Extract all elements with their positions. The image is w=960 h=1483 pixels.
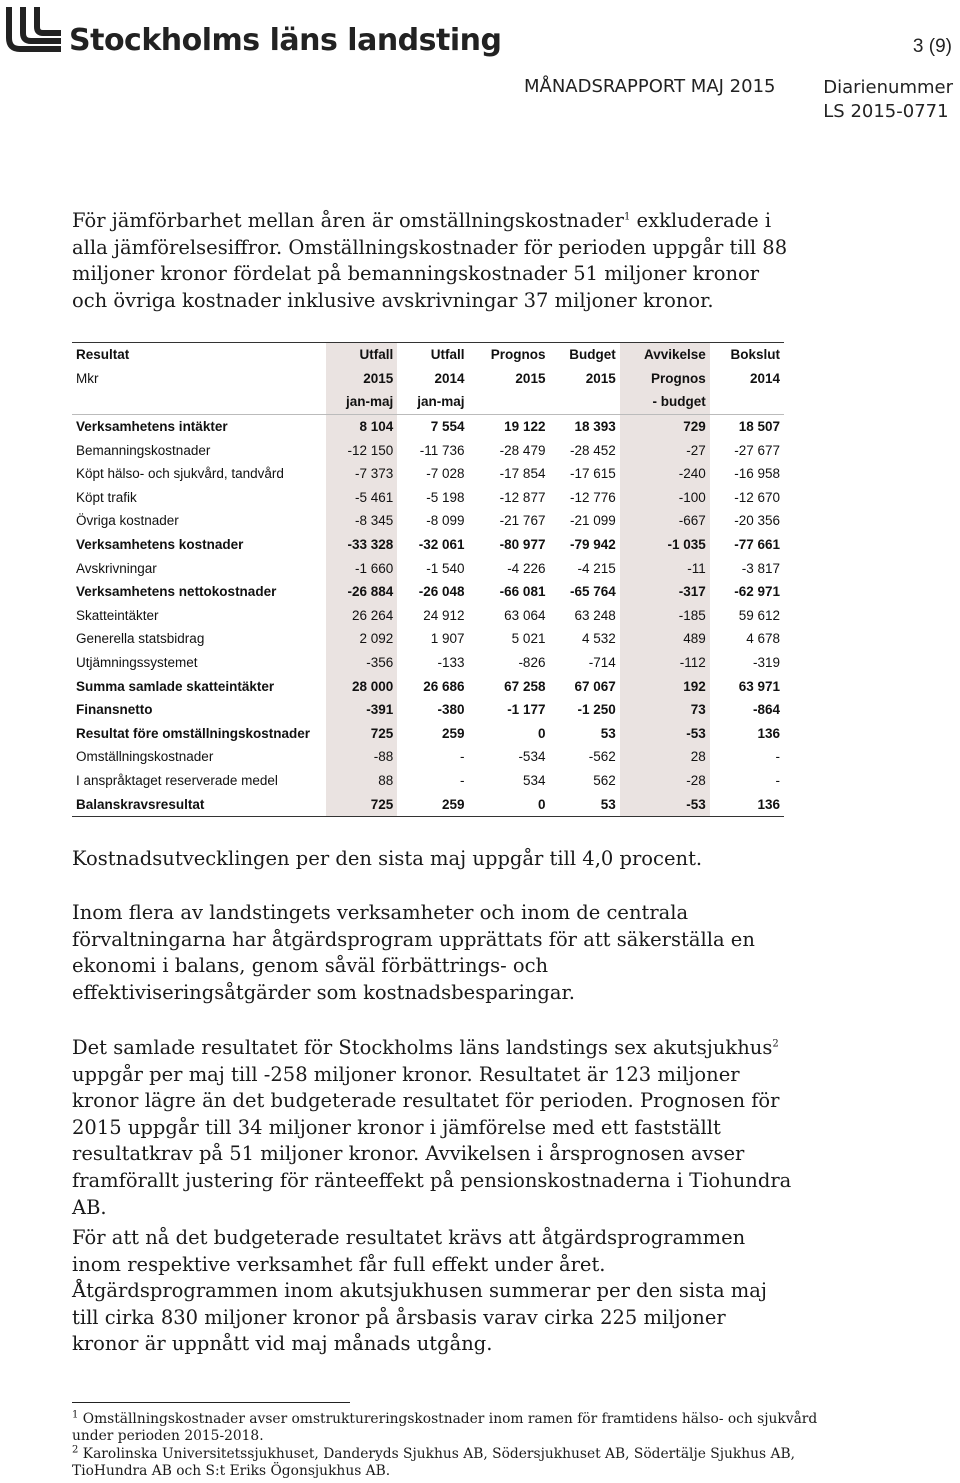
table-cell: 7 554 [397,414,468,438]
table-header-cell: jan-maj [326,390,397,414]
table-cell: -319 [752,655,780,671]
table-cell: -1 250 [577,702,616,718]
table-cell: 5 021 [511,631,546,647]
table-cell: -32 061 [418,537,465,553]
table-cell: -240 [620,462,710,486]
table-header-cell: Resultat [72,343,326,367]
table-cell: -5 198 [426,489,465,505]
paragraph-action-programs: Inom flera av landstingets verksamheter och inom de centrala förvaltningarna har åtgärdsprogram upprättats för att säkerställa en ekonomi i balans, genom såväl förbättrings- och effektiviseringsåtgärder som kostnadsbesparingar. [72,901,755,1004]
table-cell: -100 [620,486,710,510]
table-row-label: Köpt trafik [76,489,137,505]
table-cell: -11 736 [419,442,465,458]
footnote-2 [72,1446,832,1479]
table-header-cell: Mkr [76,370,99,386]
table-cell: 136 [710,792,784,816]
table-row-label: Balanskravsresultat [72,792,326,816]
diary-label: Diarienummer [823,77,953,98]
table-header-cell: jan-maj [417,394,465,410]
table-cell: -112 [620,651,710,675]
table-cell: -3 817 [741,560,780,576]
paragraph-cost-development: Kostnadsutvecklingen per den sista maj uppgår till 4,0 procent. [72,847,703,870]
table-header-cell [710,390,784,414]
table-cell: 259 [397,792,468,816]
table-header-row [72,343,784,367]
table-header-cell: 2014 [434,370,465,386]
table-cell: -1 035 [620,533,710,557]
table-cell: - [460,749,465,765]
table-cell: 562 [593,772,616,788]
table-cell: -391 [326,698,397,722]
table-row-label: Resultat före omställningskostnader [76,725,311,741]
table-cell: 729 [620,414,710,438]
table-cell: 28 [620,745,710,769]
table-cell: -8 345 [326,509,397,533]
table-cell: 88 [326,769,397,793]
table-row-label: Övriga kostnader [76,513,179,529]
table-cell: -12 670 [734,489,780,505]
table-header-cell: 2015 [515,370,546,386]
footnote-2-text: Karolinska Universitetssjukhuset, Danderyds Sjukhus AB, Södersjukhuset AB, Södertälje Sjukhus AB, TioHundra AB och S:t Eriks Ögonsjukhus AB. [72,1446,795,1479]
table-cell: -21 099 [569,513,616,529]
table-cell: -53 [620,722,710,746]
results-table [72,342,784,817]
table-row [72,674,784,698]
table-row [72,698,784,722]
table-row [72,580,784,604]
page-number: 3 (9) [912,36,952,57]
table-header-cell: Budget [549,343,619,367]
table-row-label: Skatteintäkter [76,607,159,623]
table-row [72,651,784,675]
table-row-label: Utjämningssystemet [76,655,198,671]
table-header-cell [469,390,550,414]
table-cell: -16 958 [734,466,780,482]
table-cell: - [775,772,780,788]
table-cell: 489 [620,627,710,651]
table-row-label: Omställningskostnader [76,749,214,765]
paragraph-hospitals-b: uppgår per maj till -258 miljoner kronor. Resultatet är 123 miljoner kronor lägre än det budgeterade resultatet för perioden. Prognosen för 2015 uppgår till 34 miljoner kronor i jämförelse med ett fastställt resultatkrav på 51 miljoner kronor. Avvikelsen i årsprognosen avser framförallt justering för ränteeffekt på pensionskostnaderna i Tiohundra AB. [72,1062,792,1219]
table-header-cell: Utfall [326,343,397,367]
table-cell: -133 [437,655,465,671]
table-cell: 2 092 [326,627,397,651]
table-cell: -714 [588,655,616,671]
table-cell: 0 [537,725,546,741]
table-row [72,556,784,580]
table-cell: 53 [600,725,616,741]
table-cell: 67 258 [504,678,546,694]
table-header-cell [72,390,326,414]
table-cell: 725 [326,792,397,816]
table-cell: -28 452 [569,442,616,458]
table-cell: -7 373 [326,462,397,486]
table-cell: -562 [588,749,616,765]
table-cell: -8 099 [426,513,465,529]
table-cell: - [775,749,780,765]
table-cell: -1 177 [507,702,546,718]
table-row [72,792,784,816]
table-cell: -4 226 [507,560,546,576]
paragraph-intro-b: exkluderade i alla jämförelsesiffror. Omställningskostnader för perioden uppgår till 88 miljoner kronor fördelat på bemanningskostnader 51 miljoner kronor och övriga kostnader inklusive avskrivningar 37 miljoner kronor. [72,209,788,312]
table-cell: -12 877 [499,489,546,505]
table-cell: -5 461 [326,486,397,510]
table-cell: 53 [549,792,619,816]
footnote-ref-1: 1 [623,211,631,223]
footnote-1 [72,1411,832,1444]
table-row-label: Finansnetto [76,702,153,718]
table-cell: -28 479 [499,442,546,458]
table-cell: -26 884 [326,580,397,604]
footnote-2-mark: 2 [72,1444,79,1456]
table-row [72,486,784,510]
table-row-label: Generella statsbidrag [76,631,205,647]
table-row [72,462,784,486]
table-cell: -380 [437,702,465,718]
table-header-cell: Avvikelse [620,343,710,367]
table-cell: 4 532 [581,631,616,647]
table-cell: -62 971 [734,584,780,600]
table-header-cell: Prognos [469,343,550,367]
report-title: MÅNADSRAPPORT MAJ 2015 [524,76,776,97]
table-cell: -7 028 [426,466,465,482]
table-cell: -80 977 [499,537,546,553]
table-cell: 19 122 [469,414,550,438]
table-row [72,533,784,557]
paragraph-intro [72,208,792,314]
table-row-label: Bemanningskostnader [76,442,211,458]
table-header-row [72,390,784,414]
paragraph-intro-a: För jämförbarhet mellan åren är omställningskostnader [72,209,624,232]
table-cell: 26 686 [423,678,465,694]
table-cell: -65 764 [569,584,616,600]
table-row [72,627,784,651]
table-cell: -77 661 [734,537,780,553]
logo [3,5,502,58]
table-cell: 725 [326,722,397,746]
table-cell: -4 215 [577,560,616,576]
table-cell: 136 [757,725,780,741]
table-cell: 259 [442,725,465,741]
table-row-label: Verksamhetens intäkter [72,414,326,438]
table-header-cell: Utfall [397,343,468,367]
paragraph-hospitals-result [72,1035,792,1221]
table-cell: -66 081 [499,584,546,600]
table-row [72,604,784,628]
table-cell: -53 [620,792,710,816]
table-cell: 63 248 [574,607,616,623]
table-cell: 24 912 [423,607,465,623]
table-cell: 18 507 [710,414,784,438]
table-cell: -185 [620,604,710,628]
table-cell: -17 854 [499,466,546,482]
table-cell: -12 776 [569,489,616,505]
table-header-row [72,367,784,391]
table-cell: 18 393 [549,414,619,438]
table-cell: -17 615 [569,466,616,482]
table-row-label: Verksamhetens kostnader [76,537,244,553]
paragraph-hospitals-a: Det samlade resultatet för Stockholms läns landstings sex akutsjukhus [72,1036,773,1059]
table-cell: 192 [620,674,710,698]
table-cell: 73 [620,698,710,722]
table-cell: 26 264 [326,604,397,628]
paragraph-budget-goal: För att nå det budgeterade resultatet krävs att åtgärdsprogrammen inom respektive verksamhet får full effekt under året. Åtgärdsprogrammen inom akutsjukhusen summerar per den sista maj till cirka 830 miljoner kronor på årsbasis varav cirka 225 miljoner kronor är uppnått vid maj månads utgång. [72,1226,767,1356]
table-cell: -356 [326,651,397,675]
table-cell: -20 356 [734,513,780,529]
table-row-label: Köpt hälso- och sjukvård, tandvård [76,466,284,482]
table-cell: -88 [326,745,397,769]
sll-logo-icon [3,5,65,55]
table-row-label: I anspråktaget reserverade medel [76,772,278,788]
diary-block [823,76,953,124]
table-cell: -27 [620,438,710,462]
table-cell: 67 067 [574,678,616,694]
table-cell: 4 678 [746,631,780,647]
table-header-cell: Bokslut [710,343,784,367]
table-cell: 0 [469,792,550,816]
table-cell: 59 612 [738,607,780,623]
table-cell: -33 328 [326,533,397,557]
table-cell: -28 [620,769,710,793]
footnote-1-mark: 1 [72,1409,79,1421]
table-cell: -864 [752,702,780,718]
table-row [72,438,784,462]
logo-text: Stockholms läns landsting [69,23,502,58]
table-cell: 63 971 [738,678,780,694]
table-header-cell: - budget [620,390,710,414]
table-cell: -534 [518,749,546,765]
footnote-1-text: Omställningskostnader avser omstruktureringskostnader inom ramen för framtidens hälso- och sjukvård under perioden 2015-2018. [72,1411,818,1444]
table-cell: -1 540 [426,560,465,576]
table-cell: - [460,772,465,788]
table-cell: -26 048 [418,584,465,600]
table-header-cell: 2015 [326,367,397,391]
table-row-label: Verksamhetens nettokostnader [76,584,277,600]
table-row-label: Avskrivningar [76,560,157,576]
table-cell: -21 767 [499,513,546,529]
table-cell: 63 064 [504,607,546,623]
table-cell: -1 660 [326,556,397,580]
table-cell: -27 677 [734,442,780,458]
table-cell: -11 [620,556,710,580]
table-header-cell [549,390,619,414]
table-cell: -667 [620,509,710,533]
table-row-label: Summa samlade skatteintäkter [76,678,275,694]
diary-number: LS 2015-0771 [823,101,949,122]
table-row [72,745,784,769]
table-cell: 28 000 [326,674,397,698]
table-cell: 534 [522,772,546,788]
table-header-cell: 2015 [585,370,616,386]
table-row [72,414,784,438]
footnote-ref-2: 2 [772,1038,779,1050]
table-row [72,509,784,533]
table-cell: -826 [518,655,546,671]
table-cell: 1 907 [430,631,465,647]
table-row [72,769,784,793]
table-row [72,722,784,746]
table-cell: -12 150 [326,438,397,462]
table-cell: 8 104 [326,414,397,438]
table-cell: -317 [620,580,710,604]
footnote-divider [72,1402,350,1403]
table-cell: -79 942 [569,537,616,553]
table-header-cell: Prognos [620,367,710,391]
table-header-cell: 2014 [749,370,780,386]
